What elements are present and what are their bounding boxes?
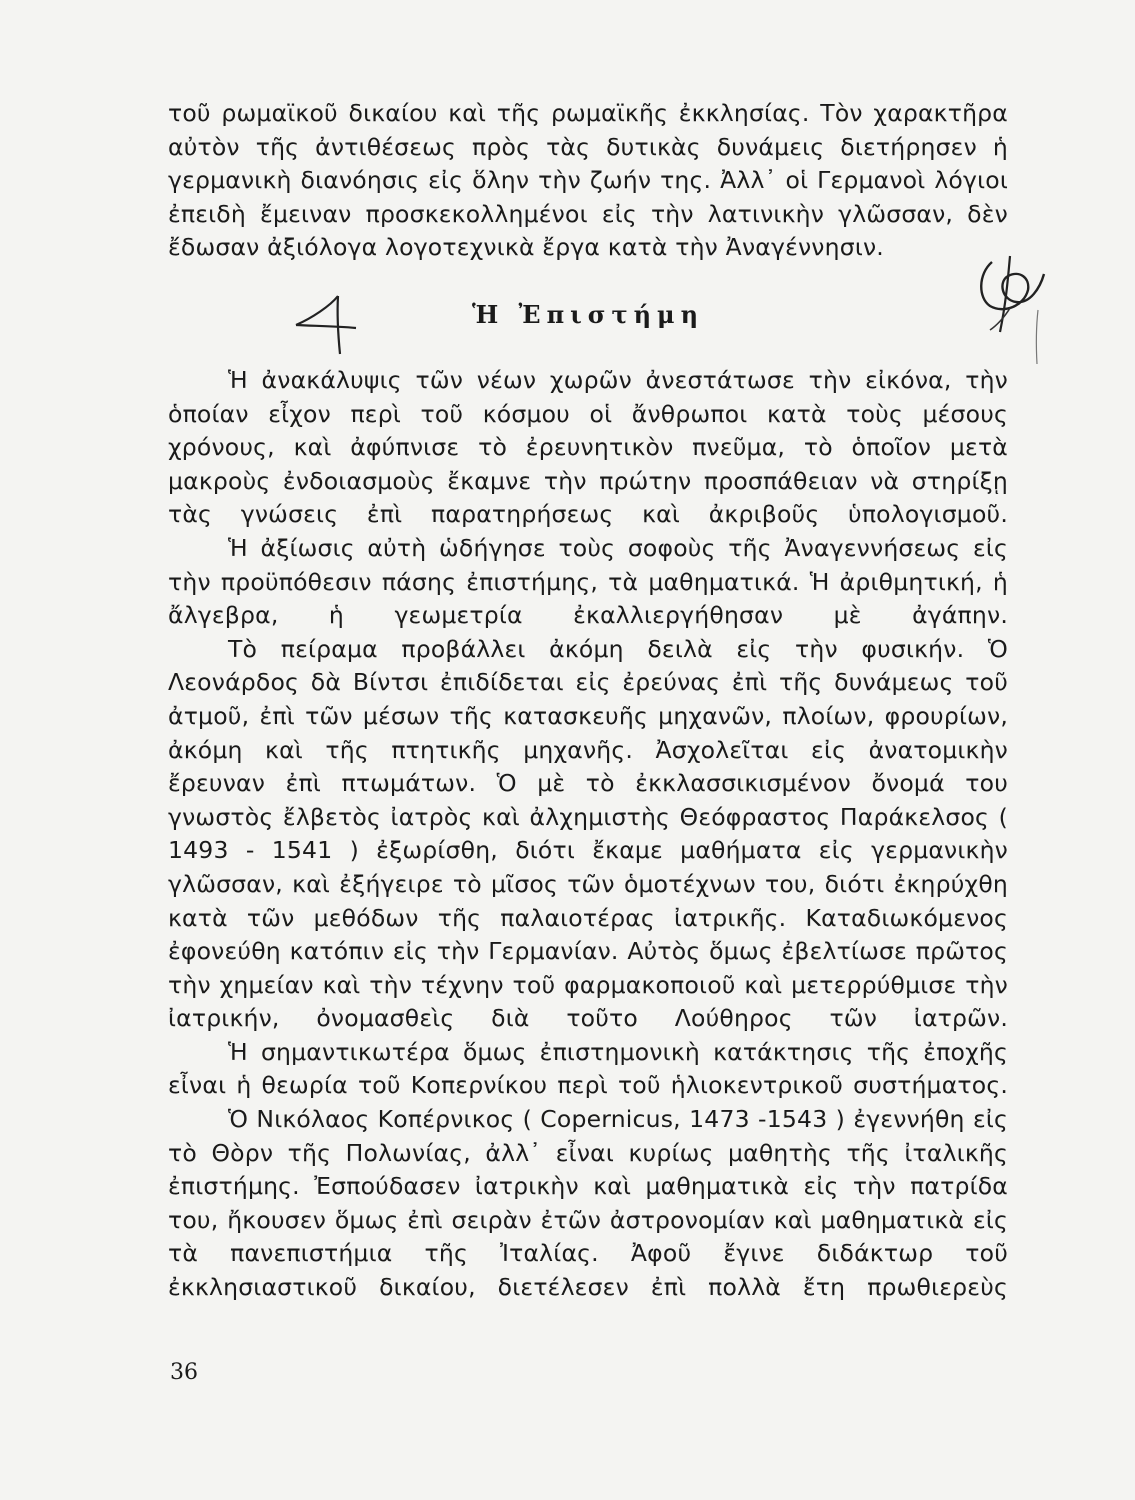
paragraph-copernicus-theory: Ἡ σημαντικωτέρα ὅμως ἐπιστημονικὴ κατάκτησις τῆς ἐποχῆς εἶναι ἡ θεωρία τοῦ Κοπερνίκου περὶ τοῦ ἡλιοκεντρικοῦ συστήματος.	[168, 1037, 1008, 1100]
top-text-block	[168, 97, 1008, 265]
paragraph-discovery: Ἡ ἀνακάλυψις τῶν νέων χωρῶν ἀνεστάτωσε τὴν εἰκόνα, τὴν ὁποίαν εἶχον περὶ τοῦ κόσμου οἱ ἄνθρωποι κατὰ τοὺς μέσους χρόνους, καὶ ἀφύπνισε τὸ ἐρευνητικὸν πνεῦμα, τὸ ὁποῖον μετὰ μακροὺς ἐνδοιασμοὺς ἔκαμνε τὴν πρώτην προσπάθειαν νὰ στηρίξῃ τὰς γνώσεις ἐπὶ παρατηρήσεως καὶ ἀκριβοῦς ὑπολογισμοῦ.	[168, 366, 1008, 529]
page-number: 36	[170, 1360, 198, 1385]
paragraph-experiment: Τὸ πείραμα προβάλλει ἀκόμη δειλὰ εἰς τὴν φυσικήν. Ὁ Λεονάρδος δὰ Βίντσι ἐπιδίδεται εἰς ἐρεύνας ἐπὶ τῆς δυνάμεως τοῦ ἀτμοῦ, ἐπὶ τῶν μέσων τῆς κατασκευῆς μηχανῶν, πλοίων, φρουρίων, ἀκόμη καὶ τῆς πτητικῆς μηχανῆς. Ἀσχολεῖται εἰς ἀνατομικὴν ἔρευναν ἐπὶ πτωμάτων. Ὁ μὲ τὸ ἐκκλασσικισμένον ὄνομά του γνωστὸς ἔλβετὸς ἰατρὸς καὶ ἀλχημιστὴς Θεόφραστος Παράκελσος ( 1493 - 1541 ) ἐξωρίσθη, διότι ἔκαμε μαθήματα εἰς γερμανικὴν γλῶσσαν, καὶ ἐξήγειρε τὸ μῖσος τῶν ὁμοτέχνων του, διότι ἐκηρύχθη κατὰ τῶν μεθόδων τῆς παλαιοτέρας ἰατρικῆς. Καταδιωκόμενος ἐφονεύθη κατόπιν εἰς τὴν Γερμανίαν. Αὐτὸς ὅμως ἐβελτίωσε πρῶτος τὴν χημείαν καὶ τὴν τέχνην τοῦ φαρμακοποιοῦ καὶ μετερρύθμισε τὴν ἰατρικήν, ὀνομασθεὶς διὰ τοῦτο Λούθηρος τῶν ἰατρῶν.	[168, 634, 1008, 1033]
paragraph-mathematics: Ἡ ἀξίωσις αὐτὴ ὡδήγησε τοὺς σοφοὺς τῆς Ἀναγεννήσεως εἰς τὴν προϋπόθεσιν πάσης ἐπιστήμης, τὰ μαθηματικά. Ἡ ἀριθμητική, ἡ ἄλγεβρα, ἡ γεωμετρία ἐκαλλιεργήθησαν μὲ ἀγάπην.	[168, 533, 1008, 630]
top-paragraph: τοῦ ρωμαϊκοῦ δικαίου καὶ τῆς ρωμαϊκῆς ἐκκλησίας. Τὸν χαρακτῆρα αὐτὸν τῆς ἀντιθέσεως πρὸς τὰς δυτικὰς δυνάμεις διετήρησεν ἡ γερμανικὴ διανόησις εἰς ὅλην τὴν ζωήν της. Ἀλλ᾽ οἱ Γερμανοὶ λόγιοι ἐπειδὴ ἔμειναν προσκεκολλημένοι εἰς τὴν λατινικὴν γλῶσσαν, δὲν ἔδωσαν ἀξιόλογα λογοτεχνικὰ ἔργα κατὰ τὴν Ἀναγέννησιν.	[168, 99, 1008, 262]
paragraph-copernicus-bio: Ὁ Νικόλαος Κοπέρνικος ( Copernicus, 1473 -1543 ) ἐγεννήθη εἰς τὸ Θὸρν τῆς Πολωνίας, ἀλλ᾽ εἶναι κυρίως μαθητὴς τῆς ἰταλικῆς ἐπιστήμης. Ἐσπούδασεν ἰατρικὴν καὶ μαθηματικὰ εἰς τὴν πατρίδα του, ἤκουσεν ὅμως ἐπὶ σειρὰν ἐτῶν ἀστρονομίαν καὶ μαθηματικὰ εἰς τὰ πανεπιστήμια τῆς Ἰταλίας. Ἀφοῦ ἔγινε διδάκτωρ τοῦ ἐκκλησιαστικοῦ δικαίου, διετέλεσεν ἐπὶ πολλὰ ἔτη πρωθιερεὺς	[168, 1105, 1008, 1302]
section-heading: Ἡ Ἐπιστήμη	[471, 300, 705, 329]
main-text-block	[168, 364, 1008, 1305]
